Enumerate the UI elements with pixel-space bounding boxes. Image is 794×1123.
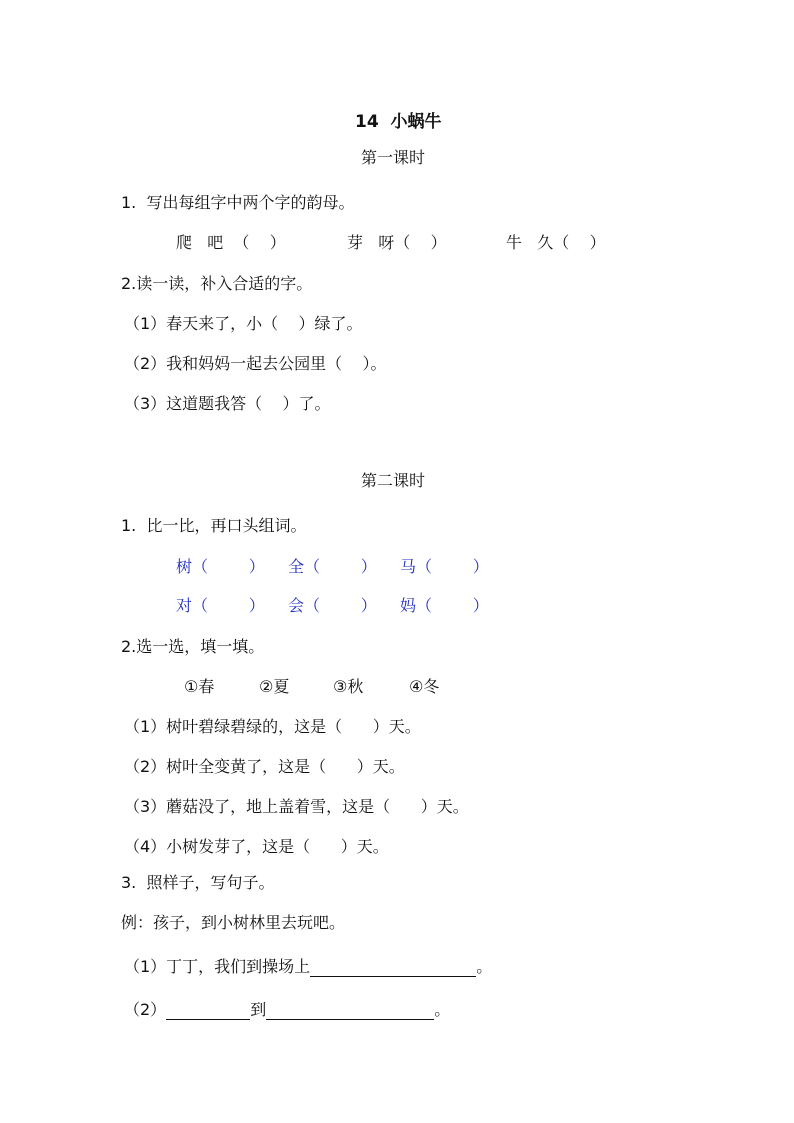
l1-q1-group-3: 牛 久（ ） xyxy=(506,233,606,252)
l2-q1-row1-item-3: 马（ ） xyxy=(400,557,489,576)
l1-q1-group-2: 芽 呀（ ） xyxy=(347,233,447,252)
l1-q1-group-1: 爬 吧 （ ） xyxy=(176,233,286,252)
answer-blank[interactable] xyxy=(166,1003,250,1020)
l2-q1-row1-item-1: 树（ ） xyxy=(176,557,265,576)
page-title: 14 小蜗牛 xyxy=(355,112,442,132)
l1-q2-item-2: （2）我和妈妈一起去公园里（ ）。 xyxy=(124,354,387,373)
lesson1-heading: 第一课时 xyxy=(361,148,426,167)
l2-q3-item-2 xyxy=(124,1000,450,1020)
l2-q2-option-1: ①春 xyxy=(184,677,215,696)
l2-q3-item-1-text: （1）丁丁，我们到操场上 xyxy=(124,957,311,976)
l1-q1-prompt: 1. 写出每组字中两个字的韵母。 xyxy=(121,193,355,212)
l2-q3-item-2-label: （2） xyxy=(124,1000,167,1019)
l2-q3-item-1 xyxy=(124,957,492,977)
l2-q3-item-2-period: 。 xyxy=(434,1000,451,1019)
l2-q2-item-1: （1）树叶碧绿碧绿的，这是（ ）天。 xyxy=(124,717,421,736)
l2-q3-example: 例：孩子，到小树林里去玩吧。 xyxy=(121,913,346,932)
l2-q1-row2-item-3: 妈（ ） xyxy=(400,596,489,615)
l2-q2-option-4: ④冬 xyxy=(409,677,440,696)
answer-blank[interactable] xyxy=(310,960,476,977)
lesson2-heading: 第二课时 xyxy=(361,471,426,490)
l2-q1-prompt: 1. 比一比，再口头组词。 xyxy=(121,516,307,535)
l2-q3-prompt: 3. 照样子，写句子。 xyxy=(121,873,275,892)
l2-q2-option-3: ③秋 xyxy=(333,677,364,696)
l2-q3-item-1-period: 。 xyxy=(476,957,493,976)
answer-blank[interactable] xyxy=(266,1003,434,1020)
l1-q2-prompt: 2.读一读，补入合适的字。 xyxy=(121,274,313,293)
l2-q2-item-4: （4）小树发芽了，这是（ ）天。 xyxy=(124,837,389,856)
l2-q2-item-3: （3）蘑菇没了，地上盖着雪，这是（ ）天。 xyxy=(124,797,469,816)
l2-q1-row2-item-1: 对（ ） xyxy=(176,596,265,615)
l2-q2-prompt: 2.选一选，填一填。 xyxy=(121,637,265,656)
l1-q2-item-3: （3）这道题我答（ ）了。 xyxy=(124,394,331,413)
l2-q3-item-2-mid: 到 xyxy=(250,1000,267,1019)
l2-q1-row2-item-2: 会（ ） xyxy=(288,596,377,615)
l2-q2-option-2: ②夏 xyxy=(259,677,290,696)
l2-q1-row1-item-2: 全（ ） xyxy=(288,557,377,576)
l1-q2-item-1: （1）春天来了，小（ ）绿了。 xyxy=(124,314,363,333)
l2-q2-item-2: （2）树叶全变黄了，这是（ ）天。 xyxy=(124,757,405,776)
